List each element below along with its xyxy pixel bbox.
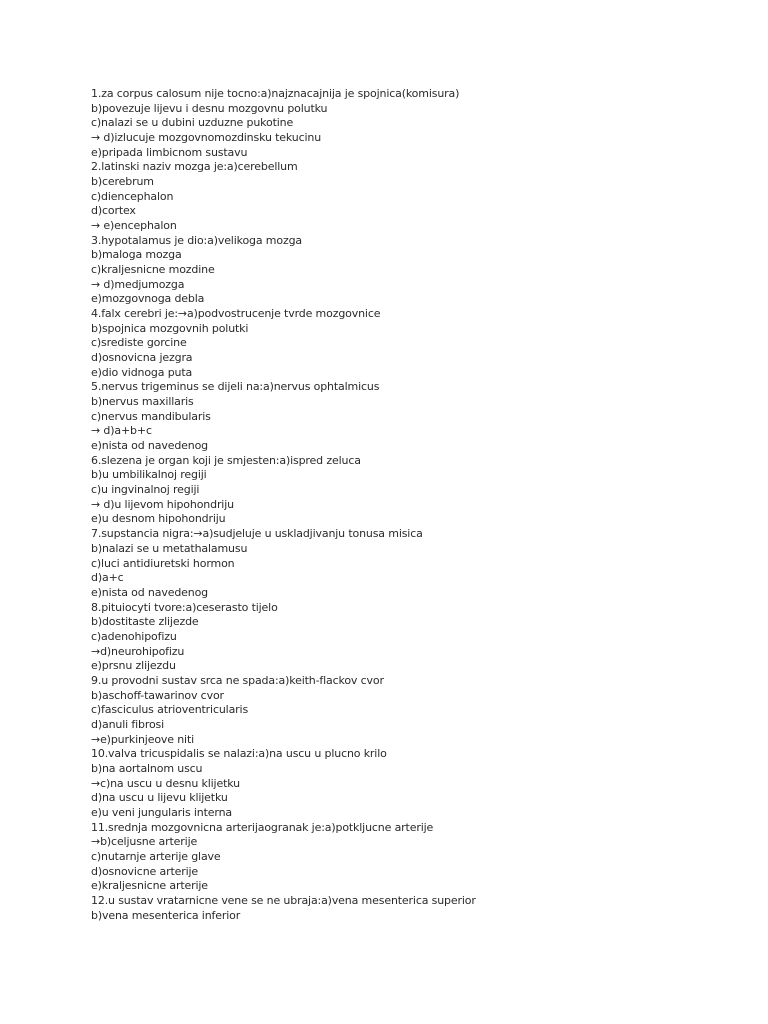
text-line: →d)neurohipofizu bbox=[91, 644, 185, 658]
text-line: e)nista od navedenog bbox=[91, 439, 209, 453]
text-line: 7.supstancia nigra:→a)sudjeluje u uskladjivanju tonusa misica bbox=[91, 527, 423, 541]
text-line: d)cortex bbox=[91, 204, 136, 218]
text-line: → d)izlucuje mozgovnomozdinsku tekucinu bbox=[91, 131, 322, 145]
text-line: e)u veni jungularis interna bbox=[91, 805, 232, 819]
text-line: →c)na uscu u desnu klijetku bbox=[91, 776, 240, 790]
text-line: 12.u sustav vratarnicne vene se ne ubraja:a)vena mesenterica superior bbox=[91, 893, 476, 907]
text-line: 4.falx cerebri je:→a)podvostrucenje tvrde mozgovnice bbox=[91, 307, 381, 321]
text-line: 6.slezena je organ koji je smjesten:a)ispred zeluca bbox=[91, 453, 361, 467]
text-line: c)adenohipofizu bbox=[91, 629, 177, 643]
text-line: c)nutarnje arterije glave bbox=[91, 849, 221, 863]
text-line: 11.srednja mozgovnicna arterijaogranak je:a)potkljucne arterije bbox=[91, 820, 434, 834]
text-line: 5.nervus trigeminus se dijeli na:a)nervus ophtalmicus bbox=[91, 380, 380, 394]
text-line: →e)purkinjeove niti bbox=[91, 732, 195, 746]
text-line: c)fasciculus atrioventricularis bbox=[91, 703, 249, 717]
text-line: d)anuli fibrosi bbox=[91, 717, 165, 731]
document-page bbox=[91, 87, 731, 923]
text-line: e)u desnom hipohondriju bbox=[91, 512, 226, 526]
text-line: b)povezuje lijevu i desnu mozgovnu polutku bbox=[91, 101, 328, 115]
text-line: c)nervus mandibularis bbox=[91, 409, 211, 423]
text-line: d)a+c bbox=[91, 571, 124, 585]
text-line: → d)u lijevom hipohondriju bbox=[91, 497, 234, 511]
text-line: b)spojnica mozgovnih polutki bbox=[91, 321, 249, 335]
text-line: b)dostitaste zlijezde bbox=[91, 615, 199, 629]
text-line: e)nista od navedenog bbox=[91, 585, 209, 599]
text-line: → d)a+b+c bbox=[91, 424, 152, 438]
text-line: b)nalazi se u metathalamusu bbox=[91, 541, 248, 555]
text-line: b)u umbilikalnoj regiji bbox=[91, 468, 207, 482]
text-line: b)maloga mozga bbox=[91, 248, 182, 262]
text-line: →b)celjusne arterije bbox=[91, 835, 198, 849]
text-line: d)osnovicna jezgra bbox=[91, 351, 193, 365]
text-line: d)osnovicne arterije bbox=[91, 864, 199, 878]
text-line: e)kraljesnicne arterije bbox=[91, 879, 208, 893]
text-line: e)pripada limbicnom sustavu bbox=[91, 145, 248, 159]
text-line: → e)encephalon bbox=[91, 219, 177, 233]
text-line: e)dio vidnoga puta bbox=[91, 365, 193, 379]
text-line: 8.pituiocyti tvore:a)ceserasto tijelo bbox=[91, 600, 278, 614]
text-line: 10.valva tricuspidalis se nalazi:a)na uscu u plucno krilo bbox=[91, 747, 387, 761]
text-line: c)nalazi se u dubini uzduzne pukotine bbox=[91, 116, 294, 130]
text-line: d)na uscu u lijevu klijetku bbox=[91, 791, 228, 805]
text-line: 3.hypotalamus je dio:a)velikoga mozga bbox=[91, 233, 302, 247]
text-line: c)luci antidiuretski hormon bbox=[91, 556, 235, 570]
text-line: 2.latinski naziv mozga je:a)cerebellum bbox=[91, 160, 298, 174]
text-line: b)cerebrum bbox=[91, 175, 154, 189]
text-line: e)mozgovnoga debla bbox=[91, 292, 205, 306]
text-line: e)prsnu zlijezdu bbox=[91, 659, 176, 673]
text-line: → d)medjumozga bbox=[91, 277, 185, 291]
text-line: c)kraljesnicne mozdine bbox=[91, 263, 215, 277]
text-line: b)aschoff-tawarinov cvor bbox=[91, 688, 224, 702]
text-line: b)vena mesenterica inferior bbox=[91, 908, 241, 922]
text-line: 9.u provodni sustav srca ne spada:a)keith-flackov cvor bbox=[91, 673, 384, 687]
text-line: c)srediste gorcine bbox=[91, 336, 187, 350]
text-line: c)u ingvinalnoj regiji bbox=[91, 483, 200, 497]
text-line: 1.za corpus calosum nije tocno:a)najznacajnija je spojnica(komisura) bbox=[91, 87, 460, 100]
text-line: b)nervus maxillaris bbox=[91, 395, 194, 409]
text-line: b)na aortalnom uscu bbox=[91, 761, 203, 775]
text-line: c)diencephalon bbox=[91, 189, 174, 203]
